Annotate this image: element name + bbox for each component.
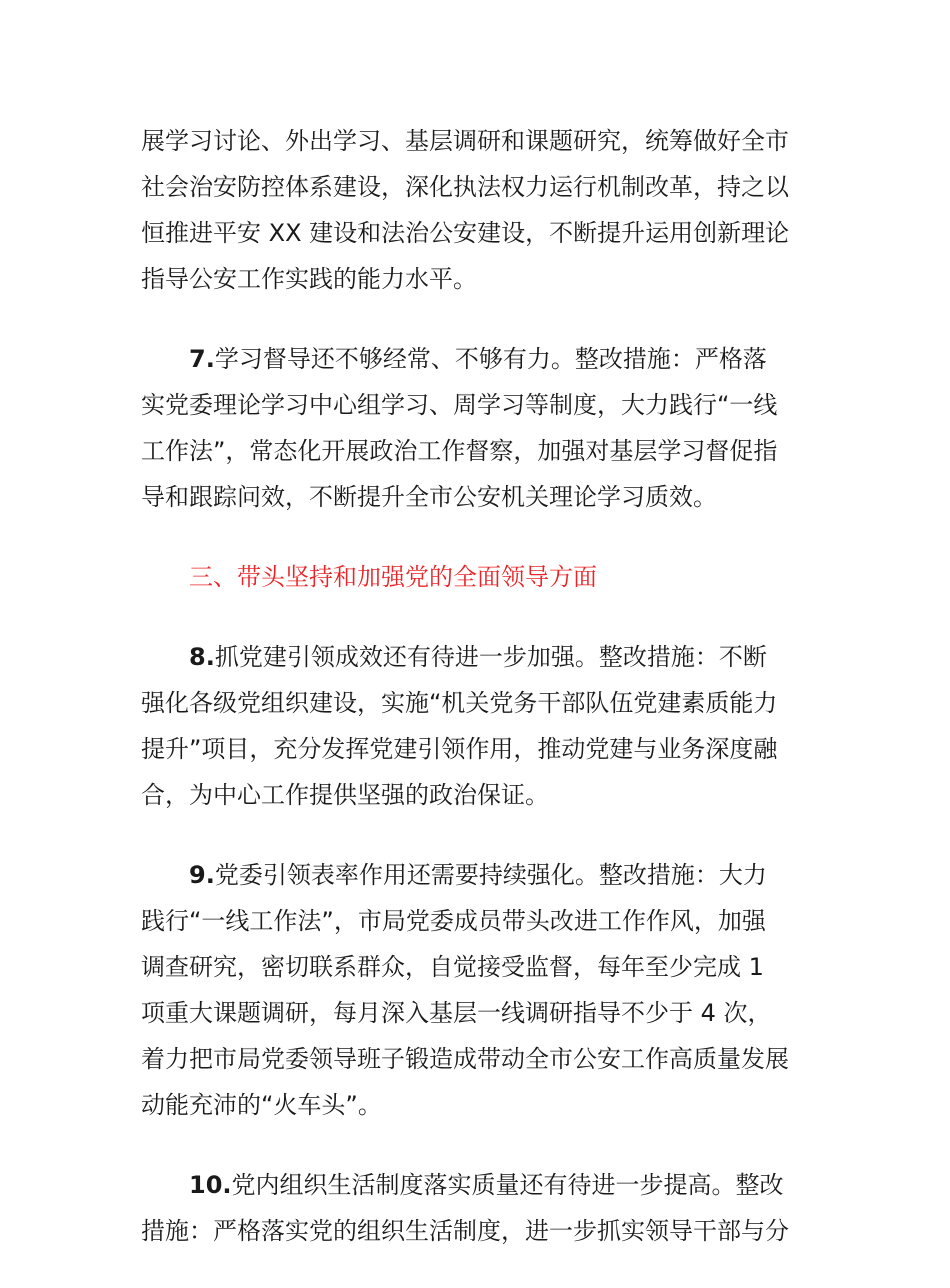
text-line bbox=[141, 634, 813, 680]
text-line bbox=[141, 1162, 813, 1208]
text-line: 社会治安防控体系建设，深化执法权力运行机制改革，持之以 bbox=[141, 173, 789, 201]
text-line: 着力把市局党委领导班子锻造成带动全市公安工作高质量发展 bbox=[141, 1045, 789, 1073]
paragraph-item-10 bbox=[141, 1162, 813, 1254]
text-line: 指导公安工作实践的能力水平。 bbox=[141, 265, 477, 293]
text-line: 导和跟踪问效，不断提升全市公安机关理论学习质效。 bbox=[141, 483, 717, 511]
item-text: 党内组织生活制度落实质量还有待进一步提高。整改 bbox=[231, 1171, 784, 1199]
text-line: 强化各级党组织建设，实施“机关党务干部队伍党建素质能力 bbox=[141, 689, 778, 717]
text-line: 调查研究，密切联系群众，自觉接受监督，每年至少完成 1 bbox=[141, 953, 764, 981]
item-text: 学习督导还不够经常、不够有力。整改措施：严格落 bbox=[214, 345, 767, 373]
paragraph-item-9 bbox=[141, 852, 813, 1128]
text-line: 动能充沛的“火车头”。 bbox=[141, 1091, 382, 1119]
text-line bbox=[141, 336, 813, 382]
text-line: 工作法”，常态化开展政治工作督察，加强对基层学习督促指 bbox=[141, 437, 778, 465]
text-line: 恒推进平安 XX 建设和法治公安建设，不断提升运用创新理论 bbox=[141, 219, 790, 247]
text-line: 措施：严格落实党的组织生活制度，进一步抓实领导干部与分 bbox=[141, 1217, 789, 1245]
text-line: 展学习讨论、外出学习、基层调研和课题研究，统筹做好全市 bbox=[141, 127, 789, 155]
text-line: 践行“一线工作法”，市局党委成员带头改进工作作风，加强 bbox=[141, 907, 766, 935]
item-number: 7. bbox=[189, 345, 215, 373]
item-text: 党委引领表率作用还需要持续强化。整改措施：大力 bbox=[214, 861, 767, 889]
paragraph-item-7 bbox=[141, 336, 813, 520]
item-number: 8. bbox=[189, 643, 215, 671]
text-line: 合，为中心工作提供坚强的政治保证。 bbox=[141, 781, 549, 809]
text-line bbox=[141, 852, 813, 898]
section-heading: 三、带头坚持和加强党的全面领导方面 bbox=[189, 563, 597, 591]
paragraph-continuation bbox=[141, 118, 813, 302]
item-text: 抓党建引领成效还有待进一步加强。整改措施：不断 bbox=[214, 643, 767, 671]
document-body bbox=[141, 118, 813, 1288]
text-line: 实党委理论学习中心组学习、周学习等制度，大力践行“一线 bbox=[141, 391, 778, 419]
text-line: 提升”项目，充分发挥党建引领作用，推动党建与业务深度融 bbox=[141, 735, 778, 763]
paragraph-item-8 bbox=[141, 634, 813, 818]
item-number: 10. bbox=[189, 1171, 232, 1199]
text-line: 项重大课题调研，每月深入基层一线调研指导不少于 4 次， bbox=[141, 999, 772, 1027]
item-number: 9. bbox=[189, 861, 215, 889]
